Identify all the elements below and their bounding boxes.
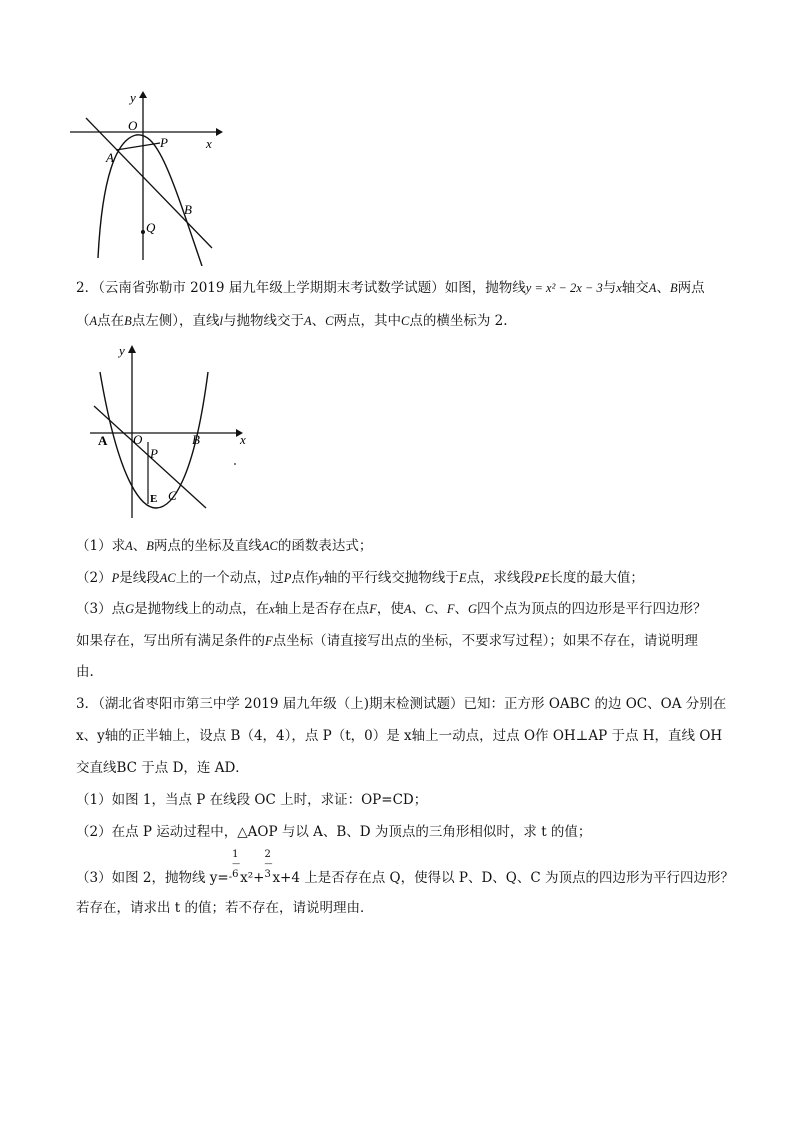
problem-3-question-1: （1）如图 1，当点 P 在线段 OC 上时，求证：OP=CD； xyxy=(76,792,428,808)
x-axis-arrow xyxy=(216,128,223,136)
label-y: y xyxy=(130,90,136,105)
problem-3-line-3: 交直线BC 于点 D，连 AD． xyxy=(76,760,249,776)
problem-3-question-2: （2）在点 P 运动过程中，△AOP 与以 A、B、D 为顶点的三角形相似时，求 t 的值； xyxy=(76,824,592,840)
label-p: P xyxy=(160,135,168,150)
problem-3-question-3-line-2: 若存在，请求出 t 的值；若不存在，请说明理由． xyxy=(76,900,374,916)
label-x: x xyxy=(240,432,246,447)
parabola-equation: y = x² − 2x − 3 xyxy=(525,281,603,295)
problem-3-line-1: 3．（湖北省枣阳市第三中学 2019 届九年级（上)期末检测试题）已知：正方形 OABC 的边 OC、OA 分别在 xyxy=(76,696,727,712)
label-o: O xyxy=(128,118,138,133)
problem-2-question-3-line-3: 由. xyxy=(76,664,94,680)
point-q xyxy=(141,230,145,234)
problem-2-question-3-line-2: 如果存在，写出所有满足条件的F点坐标（请直接写出点的坐标，不要求写过程）；如果不存在，请说明理 xyxy=(76,633,698,649)
figure-2 xyxy=(86,340,256,520)
fraction-two-thirds: 2 — 3 xyxy=(264,849,273,880)
y-axis-arrow xyxy=(139,91,147,98)
problem-2-line-2: （A点在B点左侧），直线l与抛物线交于A、C两点，其中C点的横坐标为 2. xyxy=(76,313,508,329)
label-c: C xyxy=(168,488,177,503)
problem-2-question-1: （1）求A、B两点的坐标及直线AC的函数表达式； xyxy=(76,538,373,554)
label-b: B xyxy=(184,202,192,217)
problem-3-line-2: x、y轴的正半轴上，设点 B（4，4），点 P（t，0）是 x轴上一动点，过点 O作 OH⊥AP 于点 H，直线 OH xyxy=(76,728,723,744)
y-axis-arrow xyxy=(128,345,136,353)
label-a: A xyxy=(106,150,114,165)
problem-2-line-1: 2．（云南省弥勒市 2019 届九年级上学期期末考试数学试题）如图，抛物线y = x² − 2x − 3与x轴交A、B两点 xyxy=(76,280,705,296)
label-e: E xyxy=(150,493,158,505)
label-y: y xyxy=(119,343,125,358)
dot-mark xyxy=(234,463,236,465)
figure-1 xyxy=(66,88,226,266)
label-b: B xyxy=(192,432,200,447)
fraction-one-sixth: 1 — 6 xyxy=(232,849,241,880)
label-o: O xyxy=(133,432,143,447)
problem-2-question-2: （2）P是线段AC上的一个动点，过P点作y轴的平行线交抛物线于E点，求线段PE长度的最大值； xyxy=(76,570,644,586)
label-q: Q xyxy=(146,220,156,235)
problem-3-question-3: （3）如图 2，抛物线 y=- 1 — 6 x²+ 2 — 3 x+4 上是否存在点 Q，使得以 P、D、Q、C 为顶点的四边形为平行四边形？ xyxy=(76,849,734,886)
label-p: P xyxy=(150,446,158,461)
label-x: x xyxy=(206,136,212,151)
label-a: A xyxy=(98,433,108,448)
problem-2-question-3: （3）点G是抛物线上的动点，在x轴上是否存在点F，使A、C、F、G四个点为顶点的四边形是平行四边形？ xyxy=(76,601,707,617)
